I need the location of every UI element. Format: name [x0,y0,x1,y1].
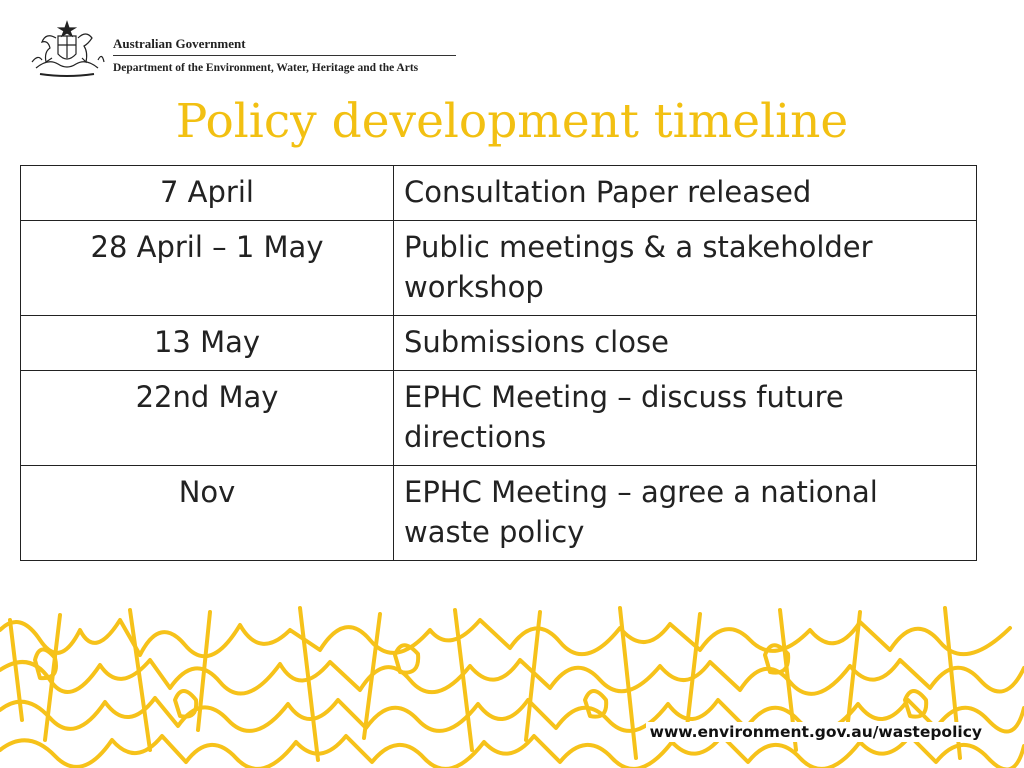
timeline-date: 22nd May [21,371,394,466]
timeline-date: Nov [21,466,394,561]
timeline-date: 28 April – 1 May [21,221,394,316]
government-name: Australian Government [113,36,246,51]
table-row [21,466,977,561]
header [28,18,468,80]
timeline-event: Consultation Paper released [394,166,977,221]
timeline-event: Submissions close [394,316,977,371]
timeline-date: 7 April [21,166,394,221]
website-link[interactable]: www.environment.gov.au/wastepolicy [646,722,986,742]
handwriting-pattern-icon [0,600,1024,768]
timeline-event: EPHC Meeting – agree a national waste policy [394,466,977,561]
table-row [21,316,977,371]
timeline-table [20,165,977,561]
coat-of-arms-icon [28,18,106,80]
header-divider [113,55,456,56]
table-row [21,166,977,221]
page-title: Policy development timeline [175,94,849,149]
timeline-event: EPHC Meeting – discuss future directions [394,371,977,466]
timeline-date: 13 May [21,316,394,371]
footer-pattern [0,600,1024,768]
table-row [21,221,977,316]
department-name: Department of the Environment, Water, Heritage and the Arts [113,62,419,74]
timeline-event: Public meetings & a stakeholder workshop [394,221,977,316]
table-row [21,371,977,466]
